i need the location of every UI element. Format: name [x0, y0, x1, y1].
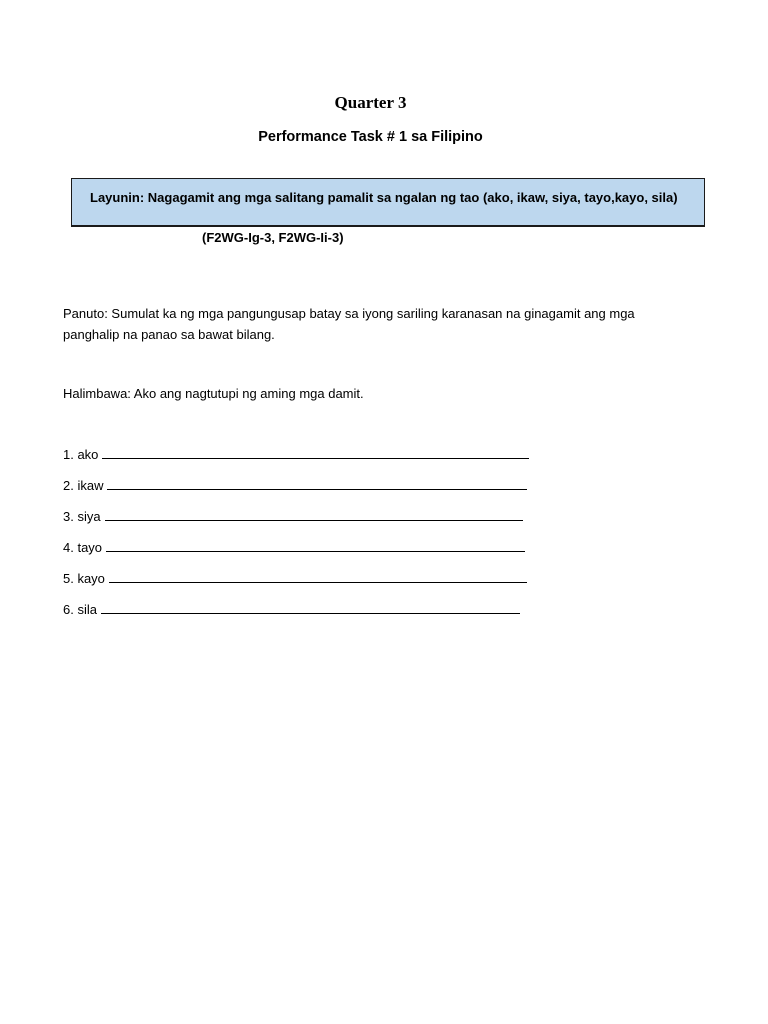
answer-item — [63, 477, 529, 508]
item-label: 4. tayo — [63, 540, 103, 555]
quarter-heading: Quarter 3 — [334, 93, 407, 112]
item-label: 5. kayo — [63, 571, 105, 586]
objective-text: Layunin: Nagagamit ang mga salitang pamalit sa ngalan ng tao (ako, ikaw, siya, tayo,kayo, sila) — [90, 190, 678, 205]
item-label: 6. sila — [63, 602, 97, 617]
example-text: Halimbawa: Ako ang nagtutupi ng aming mga damit. — [63, 386, 364, 401]
answer-blank-line[interactable] — [105, 508, 523, 521]
answer-blank-line[interactable] — [102, 446, 529, 459]
task-title: Performance Task # 1 sa Filipino — [258, 129, 483, 145]
item-label: 1. ako — [63, 447, 99, 462]
answer-item — [63, 539, 529, 570]
answer-item — [63, 570, 529, 601]
answer-blank-line[interactable] — [106, 539, 525, 552]
answer-item — [63, 446, 529, 477]
objective-box — [71, 178, 705, 227]
item-label: 3. siya — [63, 509, 101, 524]
answer-blank-line[interactable] — [101, 601, 520, 614]
answer-items-list — [63, 446, 529, 632]
answer-blank-line[interactable] — [107, 477, 527, 490]
item-label: 2. ikaw — [63, 478, 104, 493]
answer-item — [63, 601, 529, 632]
answer-item — [63, 508, 529, 539]
answer-blank-line[interactable] — [109, 570, 527, 583]
competency-codes: (F2WG-Ig-3, F2WG-Ii-3) — [202, 230, 344, 245]
instructions-text: Panuto: Sumulat ka ng mga pangungusap batay sa iyong sariling karanasan na ginagamit ang mga panghalip na panao sa bawat bilang. — [63, 306, 635, 342]
